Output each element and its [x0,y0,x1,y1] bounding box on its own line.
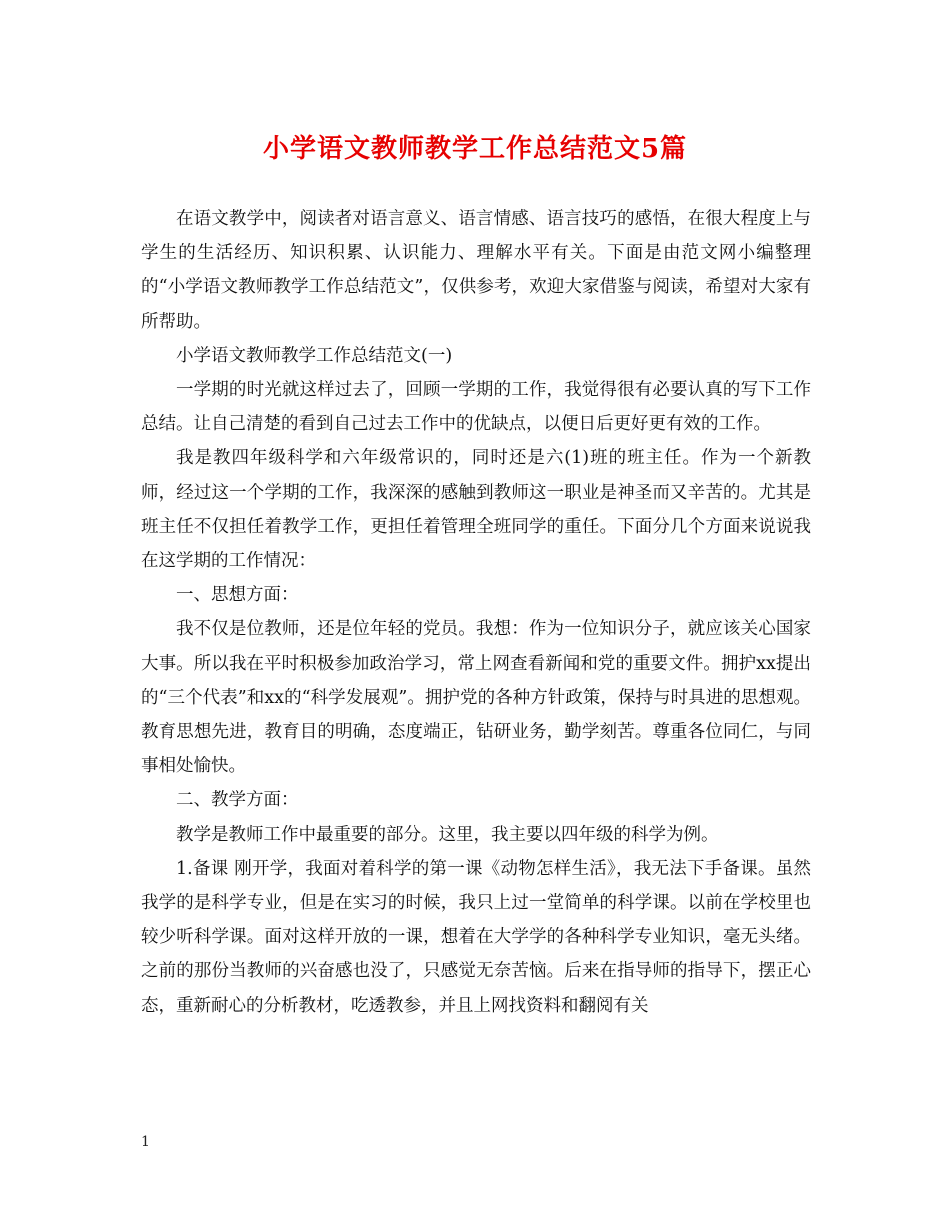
section-heading-sample-one: 小学语文教师教学工作总结范文(一) [176,345,453,366]
intro-paragraph: 在语文教学中，阅读者对语言意义、语言情感、语言技巧的感悟，在很大程度上与学生的生活经历、知识积累、认识能力、理解水平有关。下面是由范文网小编整理的“小学语文教师教学工作总结范文”，仅供参考，欢迎大家借鉴与阅读，希望对大家有所帮助。 [141,209,811,332]
body-paragraph: 一学期的时光就这样过去了，回顾一学期的工作，我觉得很有必要认真的写下工作总结。让自己清楚的看到自己过去工作中的优缺点，以便日后更好更有效的工作。 [141,380,811,435]
section-heading-thought: 一、思想方面： [176,585,299,606]
body-paragraph: 1.备课 刚开学，我面对着科学的第一课《动物怎样生活》，我无法下手备课。虽然我学的是科学专业，但是在实习的时候，我只上过一堂简单的科学课。以前在学校里也较少听科学课。面对这样开放的一课，想着在大学学的各种科学专业知识，毫无头绪。之前的那份当教师的兴奋感也没了，只感觉无奈苦恼。后来在指导师的指导下，摆正心态，重新耐心的分析教材，吃透教参，并且上网找资料和翻阅有关 [141,858,811,1016]
page-number: 1 [141,1134,150,1150]
body-paragraph: 我不仅是位教师，还是位年轻的党员。我想：作为一位知识分子，就应该关心国家大事。所以我在平时积极参加政治学习，常上网查看新闻和党的重要文件。拥护xx提出的“三个代表”和xx的“科学发展观”。拥护党的各种方针政策，保持与时具进的思想观。教育思想先进，教育目的明确，态度端正，钻研业务，勤学刻苦。尊重各位同仁，与同事相处愉快。 [141,619,811,777]
document-title: 小学语文教师教学工作总结范文5篇 [262,134,688,164]
body-paragraph: 我是教四年级科学和六年级常识的，同时还是六(1)班的班主任。作为一个新教师，经过这一个学期的工作，我深深的感触到教师这一职业是神圣而又辛苦的。尤其是班主任不仅担任着教学工作，更担任着管理全班同学的重任。下面分几个方面来说说我在这学期的工作情况： [141,448,811,572]
body-paragraph: 教学是教师工作中最重要的部分。这里，我主要以四年级的科学为例。 [176,824,719,845]
document-body [141,202,811,1023]
section-heading-teaching: 二、教学方面： [176,790,299,811]
